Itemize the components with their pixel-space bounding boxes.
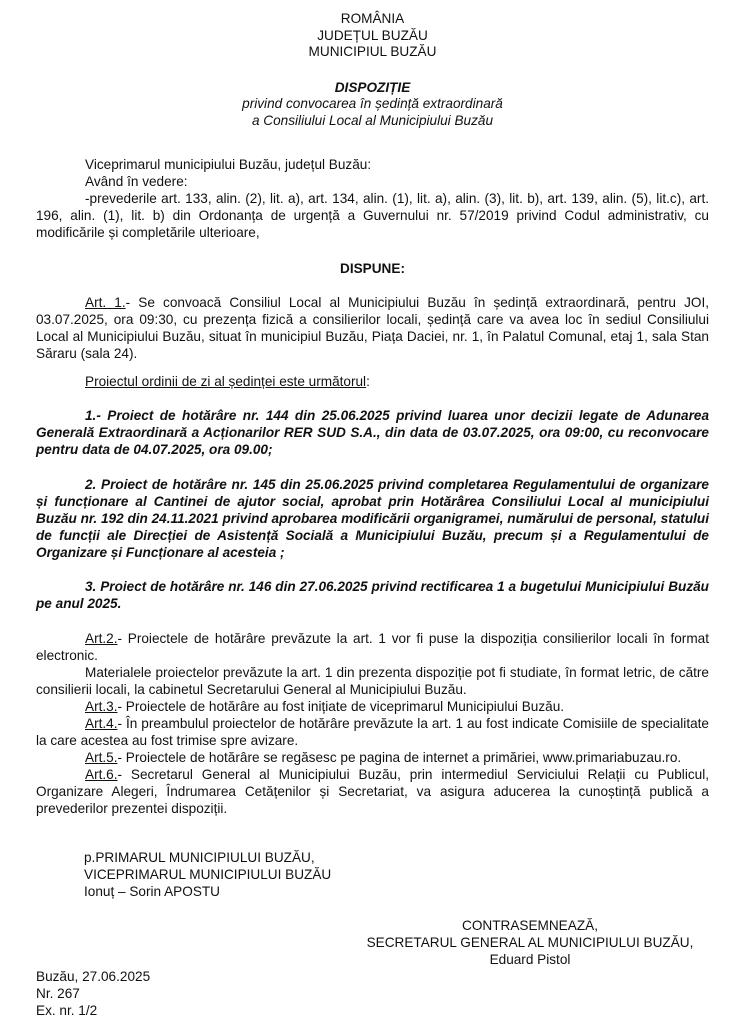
dispune-heading: DISPUNE: <box>340 261 405 276</box>
article-5-text: - Proiectele de hotărâre se regăsesc pe pagina de internet a primăriei, www.primariabuzau.ro. <box>117 750 682 765</box>
document-title <box>0 79 745 129</box>
countersign-line-2: SECRETARUL GENERAL AL MUNICIPIULUI BUZĂU, <box>366 935 694 950</box>
header-municipality: MUNICIPIUL BUZĂU <box>308 44 437 59</box>
article-1-text: - Se convoacă Consiliul Local al Municipiului Buzău în ședință extraordinară, pentru JOI, 03.07.2025, ora 09:30, cu prezența fizică a consilierilor locali, ședință care va avea loc în sediul Consiliului Local al Municipiului Buzău, situat în municipiul Buzău, Piața Daciei, nr. 1, în Palatul Comunal, etaj 1, sala Stan Săraru (sala 24). <box>36 295 710 361</box>
document-header <box>0 11 745 61</box>
countersign-line-1: CONTRASEMNEAZĂ, <box>462 918 598 933</box>
document-footer <box>36 968 150 1019</box>
article-2-text: - Proiectele de hotărâre prevăzute la art. 1 vor fi puse la dispoziția consilierilor locali în format electronic. <box>36 631 709 663</box>
article-3-text: - Proiectele de hotărâre au fost inițiate de viceprimarul Municipiului Buzău. <box>117 699 565 714</box>
article-2-text-2: Materialele proiectelor prevăzute la art. 1 din prezenta dispoziție pot fi studiate, în format letric, de către consilierii locali, la cabinetul Secretarului General al Municipiului Buzău. <box>36 665 709 697</box>
countersign-block <box>330 917 730 968</box>
article-1-label: Art. 1. <box>85 295 126 310</box>
article-5-label: Art.5. <box>85 750 118 765</box>
intro-line-2: Având în vedere: <box>85 174 188 189</box>
title-subtitle-1: privind convocarea în ședință extraordinară <box>242 96 503 111</box>
article-3-label: Art.3. <box>85 699 118 714</box>
agenda-item-3-text: 3. Proiect de hotărâre nr. 146 din 27.06.2025 privind rectificarea 1 a bugetului Municipiului Buzău pe anul 2025. <box>36 579 709 611</box>
article-6-text: - Secretarul General al Municipiului Buzău, prin intermediul Serviciului Relații cu Publicul, Organizare Alegeri, Îndrumarea Cetățenilor și Secretariat, va asigura aducerea la cunoștință publică a prevederilor prezentei dispoziții. <box>36 767 709 816</box>
footer-place-date: Buzău, 27.06.2025 <box>36 969 151 984</box>
agenda-title-colon: : <box>366 374 370 389</box>
title-main: DISPOZIȚIE <box>334 80 411 95</box>
signature-block <box>84 849 331 900</box>
header-country: ROMÂNIA <box>340 11 405 26</box>
agenda-item-3 <box>36 578 709 612</box>
agenda-heading <box>36 373 709 390</box>
agenda-title: Proiectul ordinii de zi al ședinței este următorul <box>85 374 367 389</box>
article-1 <box>36 294 709 362</box>
signature-line-1: p.PRIMARUL MUNICIPIULUI BUZĂU, <box>84 850 315 865</box>
article-2-label: Art.2. <box>85 631 118 646</box>
agenda-item-2 <box>36 476 709 561</box>
signature-line-2: VICEPRIMARUL MUNICIPIULUI BUZĂU <box>84 867 332 882</box>
intro-section <box>36 156 709 241</box>
article-4-label: Art.4. <box>85 716 118 731</box>
article-4-text: - În preambulul proiectelor de hotărâre prevăzute la art. 1 au fost indicate Comisiile de specialitate la care acestea au fost trimise spre avizare. <box>36 716 709 748</box>
title-subtitle-2: a Consiliului Local al Municipiului Buzău <box>251 112 494 128</box>
footer-number: Nr. 267 <box>36 986 80 1001</box>
header-county: JUDEȚUL BUZĂU <box>317 27 428 43</box>
article-6-label: Art.6. <box>85 767 118 782</box>
footer-copy: Ex. nr. 1/2 <box>36 1003 98 1018</box>
signature-name: Ionuț – Sorin APOSTU <box>84 884 221 899</box>
agenda-item-1 <box>36 407 709 458</box>
countersign-name: Eduard Pistol <box>489 952 571 967</box>
agenda-item-1-text: 1.- Proiect de hotărâre nr. 144 din 25.06.2025 privind luarea unor decizii legate de Adunarea Generală Extraordinară a Acționarilor RER SUD S.A., din data de 03.07.2025, ora 09:00, cu reconvocare pentru data de 04.07.2025, ora 09.00; <box>36 408 709 457</box>
articles-2-6 <box>36 630 709 817</box>
agenda-item-2-text: 2. Proiect de hotărâre nr. 145 din 25.06.2025 privind completarea Regulamentului de organizare și funcționare al Cantinei de ajutor social, aprobat prin Hotărârea Consiliului Local al municipiului Buzău nr. 192 din 24.11.2021 privind aprobarea modificării organigramei, numărului de personal, statului de funcții ale Direcției de Asistență Socială a Municipiului Buzău, precum și a Regulamentului de Organizare și Funcționare al acesteia ; <box>36 477 709 560</box>
intro-line-1: Viceprimarul municipiului Buzău, județul Buzău: <box>85 157 372 172</box>
intro-line-3: -prevederile art. 133, alin. (2), lit. a), art. 134, alin. (1), lit. a), alin. (3), lit. b), art. 139, alin. (5), lit.c), art. 196, alin. (1), lit. b) din Ordonanța de urgență a Guvernului nr. 57/2019 privind Codul administrativ, cu modificările și completările ulterioare, <box>36 191 709 240</box>
